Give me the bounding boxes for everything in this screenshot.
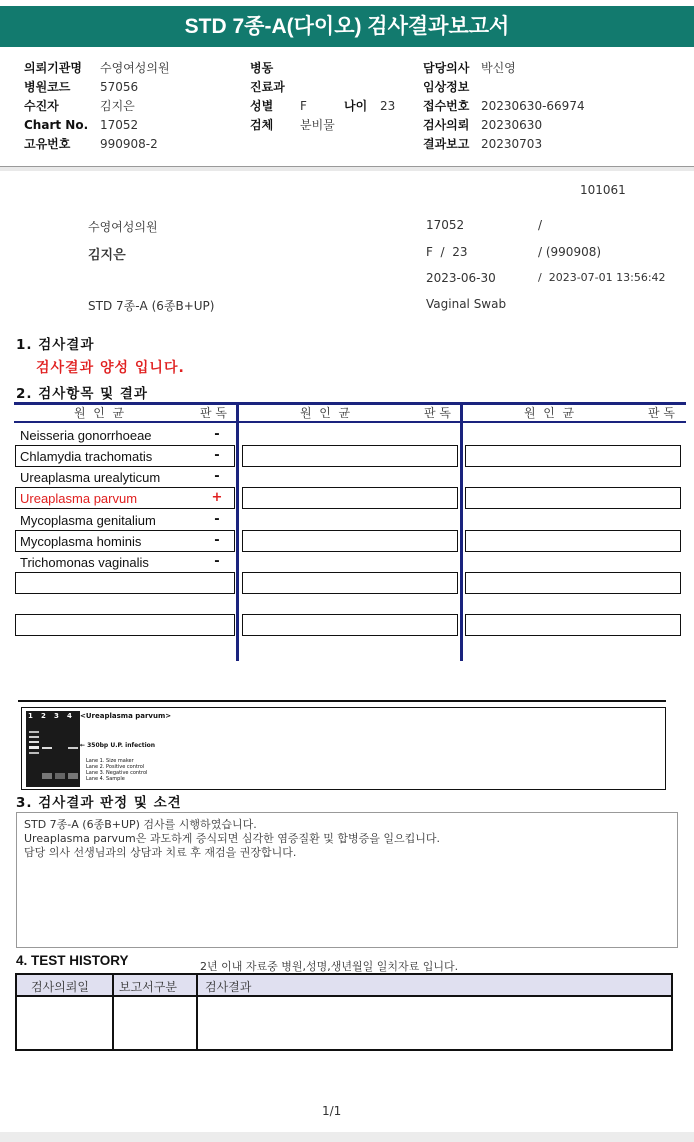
col-head-judge: 판 독 [424,406,451,420]
header-value: 분비물 [300,118,335,132]
header-col-1 [24,57,170,152]
header-label: 임상정보 [423,80,470,94]
table-divider-2 [460,402,463,661]
pathogen-name: Mycoplasma genitalium [20,513,156,528]
header-value: 김지은 [100,99,135,113]
history-col-divider [196,975,198,1049]
pathogen-name: Ureaplasma urealyticum [20,470,161,485]
age-value: 23 [380,99,396,113]
col-head-judge: 판 독 [200,406,227,420]
header-label: 성별 [250,99,274,113]
request-date: 2023-06-30 [426,271,496,285]
header-label: 병원코드 [24,80,71,94]
gel-legend-item: Lane 4. Sample [86,776,125,782]
report-datetime: / 2023-07-01 13:56:42 [538,271,666,284]
table-divider-1 [236,402,239,661]
gel-legend-item: Lane 2. Positive control [86,764,145,770]
opinion-line: STD 7종-A (6종B+UP) 검사를 시행하였습니다. [24,818,257,831]
judge-result: - [214,512,220,527]
opinion-line: 담당 의사 선생님과의 상담과 치료 후 재검을 권장합니다. [24,846,297,859]
header-label: 고유번호 [24,137,71,151]
pathogen-name: Neisseria gonorrhoeae [20,428,152,443]
empty-row-box [465,572,681,594]
header-label: 수진자 [24,99,59,113]
history-col-report-type: 보고서구분 [119,980,177,994]
gel-title: <Ureaplasma parvum> [80,712,172,720]
judge-result: - [214,554,220,569]
header-value: 박신영 [481,61,516,75]
lane-number: 1 [28,712,33,720]
report-header [0,48,694,167]
header-label: 의뢰기관명 [24,61,82,75]
opinion-box [16,812,678,948]
gel-band-label: ← 350bp U.P. infection [80,742,156,749]
judge-result-positive: + [211,490,223,505]
judge-result: - [214,469,220,484]
empty-row-box [465,614,681,636]
result-row-box [15,614,235,636]
test-name: STD 7종-A (6종B+UP) [88,299,215,313]
age-label: 나이 [344,99,368,113]
history-col-request-date: 검사의뢰일 [31,980,89,994]
chart-no: 17052 [426,218,465,232]
page-bottom-edge [0,1132,694,1142]
col-head-judge: 판 독 [648,406,675,420]
section-4-heading: 4. TEST HISTORY [16,953,129,968]
col-head-pathogen: 원 인 균 [300,406,351,420]
history-table-header [17,975,671,997]
gel-legend-item: Lane 1. Size maker [86,758,134,764]
empty-row-box [242,614,458,636]
header-value: 57056 [100,80,139,94]
header-value: 20230703 [481,137,543,151]
empty-row-box [465,487,681,509]
history-col-result: 검사결과 [205,980,252,994]
lane-number: 2 [41,712,46,720]
page-number: 1/1 [322,1104,342,1118]
report-title: STD 7종-A(다이오) 검사결과보고서 [0,6,694,47]
empty-row-box [465,530,681,552]
header-value: F [300,99,307,113]
result-summary: 검사결과 양성 입니다. [36,360,185,376]
result-row-box [15,572,235,594]
gel-bands [26,711,80,787]
header-label: 검사의뢰 [423,118,470,132]
header-label: 담당의사 [423,61,470,75]
gel-legend-item: Lane 3. Negative control [86,770,148,776]
section-3-heading: 3. 검사결과 판정 및 소견 [16,795,182,811]
header-value: 수영여성의원 [100,61,170,75]
header-label: 결과보고 [423,137,470,151]
pathogen-name: Trichomonas vaginalis [20,555,149,570]
judge-result: - [214,533,220,548]
empty-row-box [465,445,681,467]
empty-row-box [242,445,458,467]
gel-electrophoresis-image [26,711,80,787]
header-label: Chart No. [24,118,89,132]
col-head-pathogen: 원 인 균 [524,406,575,420]
table-header-line [14,421,686,423]
info-slash: / [538,218,543,232]
section-separator [18,700,666,702]
header-value: 17052 [100,118,139,132]
lane-number: 3 [54,712,59,720]
judge-result: - [214,448,220,463]
empty-row-box [242,487,458,509]
specimen-type: Vaginal Swab [426,297,507,311]
history-col-divider [112,975,114,1049]
lane-number: 4 [67,712,72,720]
pathogen-name: Chlamydia trachomatis [20,449,153,464]
patient-name: 김지은 [88,248,126,263]
header-col-2 [250,57,395,133]
doc-number: 101061 [580,183,626,197]
pathogen-name-positive: Ureaplasma parvum [20,491,138,506]
patient-id: / (990908) [538,245,602,259]
pathogen-name: Mycoplasma hominis [20,534,142,549]
col-head-pathogen: 원 인 균 [74,406,125,420]
hospital-name: 수영여성의원 [88,220,158,234]
judge-result: - [214,427,220,442]
header-divider [0,167,694,171]
sex-age: F / 23 [426,245,468,259]
section-1-heading: 1. 검사결과 [16,337,95,353]
header-value: 20230630-66974 [481,99,585,113]
opinion-line: Ureaplasma parvum은 과도하게 증식되면 심각한 염증질환 및 합병증을 일으킵니다. [24,832,440,845]
section-2-heading: 2. 검사항목 및 결과 [16,386,148,402]
history-note: 2년 이내 자료중 병원,성명,생년월일 일치자료 입니다. [200,960,459,973]
empty-row-box [242,572,458,594]
header-label: 검체 [250,118,274,132]
history-table [15,973,673,1051]
header-col-3 [423,57,585,152]
header-label: 진료과 [250,80,285,94]
header-value: 20230630 [481,118,543,132]
gel-legend [86,758,147,782]
gel-image-box [21,707,666,790]
empty-row-box [242,530,458,552]
header-value: 990908-2 [100,137,158,151]
header-label: 병동 [250,61,274,75]
header-label: 접수번호 [423,99,470,113]
